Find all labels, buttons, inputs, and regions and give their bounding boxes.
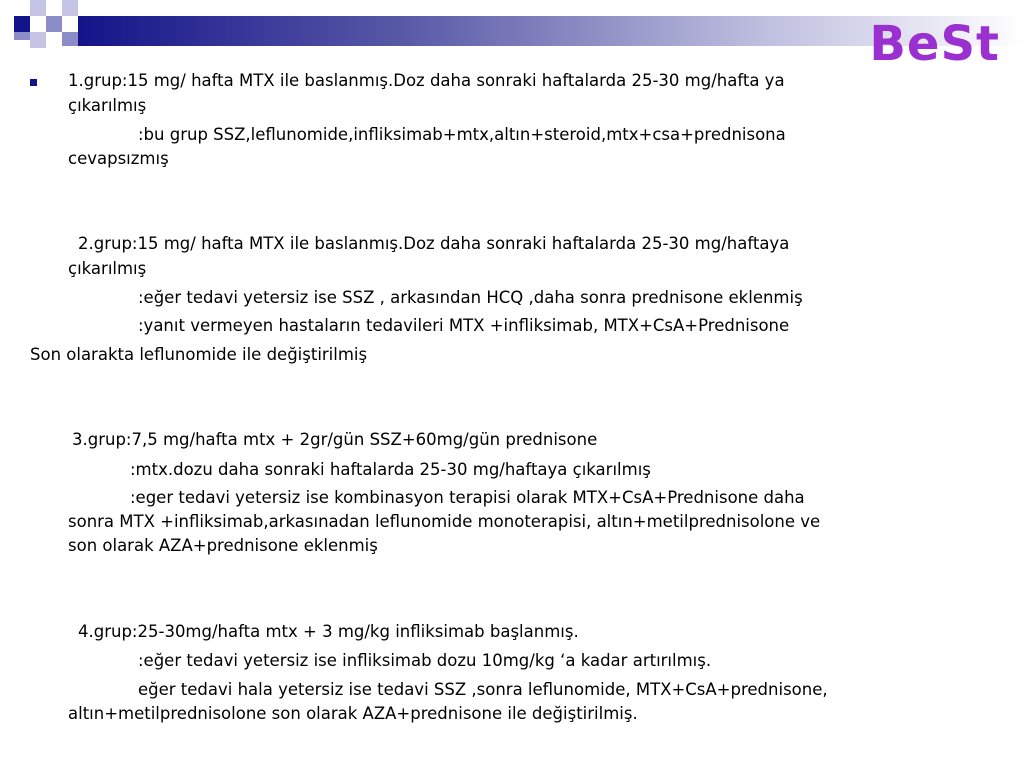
slide-title: BeSt: [869, 16, 1000, 72]
text-line: son olarak AZA+prednisone eklenmiş: [68, 536, 378, 555]
decor-square: [14, 32, 30, 40]
decor-square: [46, 16, 62, 32]
decor-square: [14, 16, 30, 32]
text-line: 3.grup:7,5 mg/hafta mtx + 2gr/gün SSZ+60mg/gün prednisone: [72, 430, 598, 449]
decor-square: [62, 32, 78, 46]
text-line: :yanıt vermeyen hastaların tedavileri MTX +infliksimab, MTX+CsA+Prednisone: [138, 316, 790, 335]
text-line: :eger tedavi yetersiz ise kombinasyon terapisi olarak MTX+CsA+Prednisone daha: [130, 488, 805, 507]
text-line: cevapsızmış: [68, 149, 169, 168]
text-line: sonra MTX +infliksimab,arkasınadan leflunomide monoterapisi, altın+metilprednisolone ve: [68, 512, 821, 531]
text-line: :eğer tedavi yetersiz ise SSZ , arkasından HCQ ,daha sonra prednisone eklenmiş: [138, 288, 803, 307]
text-line: :eğer tedavi yetersiz ise infliksimab dozu 10mg/kg ‘a kadar artırılmış.: [138, 651, 712, 670]
text-line: altın+metilprednisolone son olarak AZA+prednisone ile değiştirilmiş.: [68, 704, 638, 723]
decor-square: [30, 0, 46, 16]
text-line: 4.grup:25-30mg/hafta mtx + 3 mg/kg infliksimab başlanmış.: [78, 622, 579, 641]
text-line: Son olarakta leflunomide ile değiştirilmiş: [30, 345, 368, 364]
text-line: 1.grup:15 mg/ hafta MTX ile baslanmış.Doz daha sonraki haftalarda 25-30 mg/hafta ya: [68, 71, 785, 90]
text-line: eğer tedavi hala yetersiz ise tedavi SSZ ,sonra leflunomide, MTX+CsA+prednisone,: [138, 680, 828, 699]
text-line: çıkarılmış: [68, 96, 147, 115]
text-line: çıkarılmış: [68, 259, 147, 278]
decor-square: [62, 0, 78, 16]
decor-square: [30, 32, 46, 48]
text-line: :bu grup SSZ,leflunomide,infliksimab+mtx,altın+steroid,mtx+csa+prednisona: [138, 125, 786, 144]
square-bullet-icon: [30, 79, 37, 86]
text-line: 2.grup:15 mg/ hafta MTX ile baslanmış.Doz daha sonraki haftalarda 25-30 mg/haftaya: [78, 234, 790, 253]
text-line: :mtx.dozu daha sonraki haftalarda 25-30 mg/haftaya çıkarılmış: [130, 460, 651, 479]
